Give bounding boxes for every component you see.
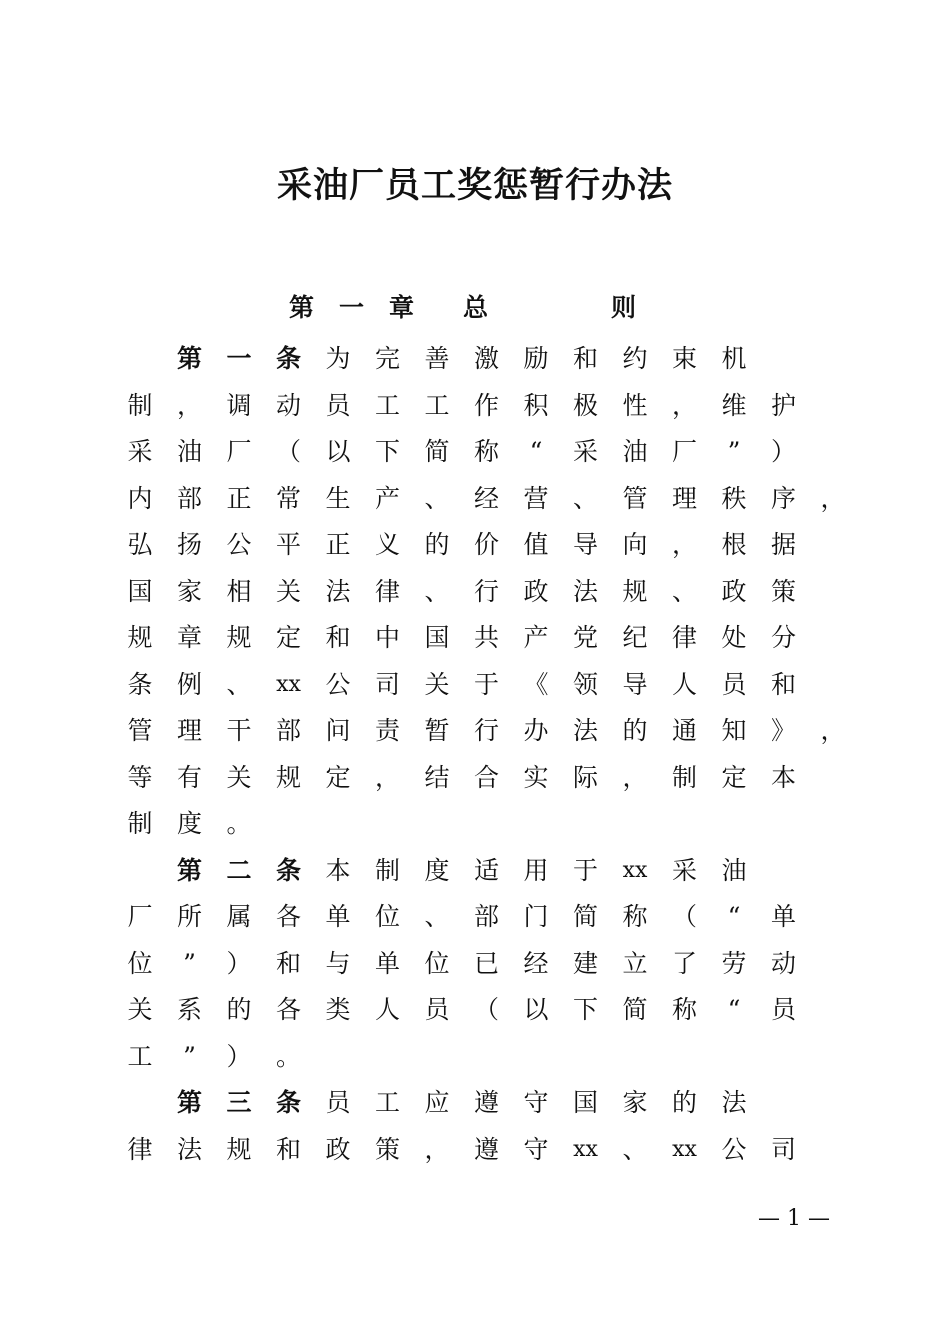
- article-label-char: 条: [275, 855, 301, 885]
- text-char: 、: [622, 1134, 648, 1164]
- text-char: 约: [622, 344, 648, 373]
- text-char: 关: [275, 576, 301, 606]
- text-char: 正: [325, 530, 351, 559]
- text-char: 与: [325, 948, 351, 978]
- text-char: 工: [374, 1088, 400, 1117]
- text-char: ，: [374, 762, 400, 792]
- text-char: 处: [721, 623, 747, 652]
- text-char: 的: [671, 1088, 697, 1117]
- article-label-char: 第: [176, 1088, 202, 1117]
- text-char: 理: [671, 483, 697, 513]
- text-char: “: [529, 437, 543, 466]
- text-char: 遵: [473, 1088, 499, 1117]
- text-char: ”: [727, 437, 741, 466]
- text-char: 的: [226, 995, 252, 1024]
- text-char: 工: [374, 390, 400, 420]
- text-char: 通: [671, 716, 697, 745]
- text-char: 单: [325, 902, 351, 931]
- text-char: 部: [176, 483, 202, 513]
- text-line: [0, 621, 950, 667]
- text-char: 策: [770, 576, 796, 606]
- text-char: 类: [325, 995, 351, 1024]
- text-char: 、: [424, 902, 450, 931]
- text-char: （: [473, 995, 499, 1024]
- text-line: [0, 528, 950, 574]
- text-char: 励: [523, 344, 549, 373]
- text-char: ”: [183, 1041, 196, 1071]
- text-char: 守: [523, 1088, 549, 1117]
- text-char: 采: [671, 855, 697, 885]
- text-char: 政: [721, 576, 747, 606]
- text-char: 单: [374, 948, 400, 978]
- text-char: 规: [226, 1134, 252, 1164]
- text-char: ）: [770, 437, 796, 466]
- text-char: ，: [176, 390, 202, 420]
- article-label-char: 第: [176, 855, 202, 885]
- text-char: 相: [226, 576, 252, 606]
- document-title: 采油厂员工奖惩暂行办法: [276, 165, 673, 206]
- text-char: 工: [424, 390, 450, 420]
- text-char: 下: [572, 995, 598, 1024]
- text-char: 规: [127, 623, 153, 652]
- text-char: 护: [770, 390, 796, 420]
- text-char: 本: [770, 762, 796, 792]
- article-label-char: 一: [226, 344, 252, 373]
- text-char: 员: [424, 995, 450, 1024]
- text-char: 制: [127, 390, 153, 420]
- text-char: 《: [523, 669, 549, 699]
- text-line: [0, 854, 950, 900]
- text-char: 以: [325, 437, 351, 466]
- text-char: 称: [671, 995, 697, 1024]
- text-char: 善: [424, 344, 450, 373]
- chapter-heading: [0, 288, 950, 328]
- text-char: 据: [770, 530, 796, 559]
- text-char: 政: [523, 576, 549, 606]
- text-char: 价: [473, 530, 499, 559]
- text-char: 法: [572, 716, 598, 745]
- text-char: 办: [523, 716, 549, 745]
- text-char: 关: [226, 762, 252, 792]
- text-char: 性: [622, 390, 648, 420]
- text-char: 扬: [176, 530, 202, 559]
- text-line: [0, 947, 950, 993]
- text-char: 责: [374, 716, 400, 745]
- text-char: 作: [473, 390, 499, 420]
- text-char: 油: [176, 437, 202, 466]
- text-char: 用: [523, 855, 549, 885]
- text-line: [0, 807, 950, 853]
- text-char: xx: [672, 1136, 697, 1162]
- text-char: 结: [424, 762, 450, 792]
- text-char: 厂: [127, 902, 153, 931]
- text-char: 工: [127, 1041, 153, 1071]
- text-char: 规: [226, 623, 252, 652]
- text-char: 行: [473, 576, 499, 606]
- text-char: 值: [523, 530, 549, 559]
- text-char: 党: [572, 623, 598, 652]
- text-char: 经: [473, 483, 499, 513]
- text-char: 动: [275, 390, 301, 420]
- text-char: ，: [820, 716, 846, 745]
- text-char: 公: [325, 669, 351, 699]
- text-char: 根: [721, 530, 747, 559]
- text-char: 律: [374, 576, 400, 606]
- text-char: ，: [424, 1134, 450, 1164]
- text-char: 门: [523, 902, 549, 931]
- text-char: 行: [473, 716, 499, 745]
- text-char: 下: [374, 437, 400, 466]
- text-char: 政: [325, 1134, 351, 1164]
- text-char: 位: [424, 948, 450, 978]
- text-char: 、: [424, 576, 450, 606]
- text-char: 制: [127, 809, 153, 838]
- chapter-heading-char: 章: [389, 293, 415, 322]
- text-char: 国: [127, 576, 153, 606]
- text-char: 遵: [473, 1134, 499, 1164]
- text-char: “: [727, 995, 741, 1024]
- text-char: 和: [275, 1134, 301, 1164]
- text-char: 和: [275, 948, 301, 978]
- text-char: xx: [276, 671, 301, 697]
- text-char: 适: [473, 855, 499, 885]
- text-char: 应: [424, 1088, 450, 1117]
- text-char: 机: [721, 344, 747, 373]
- article-label-char: 二: [226, 855, 252, 885]
- text-char: 管: [127, 716, 153, 745]
- text-char: “: [727, 902, 741, 931]
- text-char: 完: [374, 344, 400, 373]
- chapter-heading-char: 总: [463, 293, 489, 322]
- text-char: 调: [226, 390, 252, 420]
- text-char: 定: [275, 623, 301, 652]
- text-char: 分: [770, 623, 796, 652]
- text-char: ，: [671, 530, 697, 559]
- text-char: 导: [572, 530, 598, 559]
- text-char: 所: [176, 902, 202, 931]
- text-char: 劳: [721, 948, 747, 978]
- text-char: 国: [572, 1088, 598, 1117]
- text-char: 采: [572, 437, 598, 466]
- text-char: 律: [671, 623, 697, 652]
- chapter-heading-char: 则: [611, 293, 637, 322]
- text-char: 内: [127, 483, 153, 513]
- text-char: 正: [226, 483, 252, 513]
- text-char: 司: [374, 669, 400, 699]
- text-line: [0, 761, 950, 807]
- text-char: 激: [473, 344, 499, 373]
- article-label-char: 条: [275, 344, 301, 373]
- text-char: 建: [572, 948, 598, 978]
- text-char: 际: [572, 762, 598, 792]
- text-char: ，: [820, 483, 846, 513]
- text-char: 员: [770, 995, 796, 1024]
- text-char: 合: [473, 762, 499, 792]
- text-line: [0, 482, 950, 528]
- text-char: 定: [325, 762, 351, 792]
- text-char: 法: [721, 1088, 747, 1117]
- text-char: 司: [770, 1134, 796, 1164]
- text-char: 定: [721, 762, 747, 792]
- text-char: 家: [622, 1088, 648, 1117]
- text-char: ，: [671, 390, 697, 420]
- text-char: 干: [226, 716, 252, 745]
- text-line: [0, 1086, 950, 1132]
- text-char: 和: [770, 669, 796, 699]
- text-line: [0, 668, 950, 714]
- text-char: 法: [176, 1134, 202, 1164]
- text-char: 规: [622, 576, 648, 606]
- text-char: 平: [275, 530, 301, 559]
- text-char: 导: [622, 669, 648, 699]
- text-line: [0, 1133, 950, 1179]
- text-char: 油: [721, 855, 747, 885]
- text-char: 度: [424, 855, 450, 885]
- text-char: 简: [424, 437, 450, 466]
- text-char: 弘: [127, 530, 153, 559]
- text-char: 向: [622, 530, 648, 559]
- text-line: [0, 900, 950, 946]
- text-char: 律: [127, 1134, 153, 1164]
- text-char: 、: [671, 576, 697, 606]
- article-label-char: 三: [226, 1088, 252, 1117]
- text-char: 暂: [424, 716, 450, 745]
- text-char: 制: [671, 762, 697, 792]
- text-char: 了: [671, 948, 697, 978]
- text-char: 关: [424, 669, 450, 699]
- page-number: — 1 —: [758, 1206, 830, 1231]
- text-char: 采: [127, 437, 153, 466]
- text-char: 关: [127, 995, 153, 1024]
- text-char: 法: [325, 576, 351, 606]
- text-char: 义: [374, 530, 400, 559]
- text-char: 人: [374, 995, 400, 1024]
- text-char: 产: [523, 623, 549, 652]
- text-char: 积: [523, 390, 549, 420]
- text-char: 问: [325, 716, 351, 745]
- text-char: 各: [275, 902, 301, 931]
- text-char: 、: [424, 483, 450, 513]
- chapter-heading-char: 第: [289, 293, 315, 322]
- text-char: 部: [473, 902, 499, 931]
- text-char: 人: [671, 669, 697, 699]
- text-char: 简: [572, 902, 598, 931]
- text-char: 简: [622, 995, 648, 1024]
- text-char: 束: [671, 344, 697, 373]
- text-char: 的: [424, 530, 450, 559]
- text-char: 纪: [622, 623, 648, 652]
- text-char: 、: [572, 483, 598, 513]
- text-char: 为: [325, 344, 351, 373]
- article-label-char: 第: [176, 344, 202, 373]
- text-char: 序: [770, 483, 796, 513]
- text-char: 部: [275, 716, 301, 745]
- text-char: 动: [770, 948, 796, 978]
- text-char: 、: [226, 669, 252, 699]
- text-char: ，: [622, 762, 648, 792]
- text-char: ）: [226, 1041, 252, 1071]
- text-char: 中: [374, 623, 400, 652]
- text-char: 公: [226, 530, 252, 559]
- chapter-heading-char: 一: [339, 293, 365, 322]
- text-char: 系: [176, 995, 202, 1024]
- text-char: 知: [721, 716, 747, 745]
- text-char: 员: [325, 1088, 351, 1117]
- text-char: 员: [325, 390, 351, 420]
- text-char: 产: [374, 483, 400, 513]
- text-char: 位: [374, 902, 400, 931]
- text-char: 常: [275, 483, 301, 513]
- text-char: 条: [127, 669, 153, 699]
- text-char: 有: [176, 762, 202, 792]
- text-char: 法: [572, 576, 598, 606]
- text-char: 度: [176, 809, 202, 838]
- text-char: 厂: [671, 437, 697, 466]
- text-char: 本: [325, 855, 351, 885]
- text-char: 管: [622, 483, 648, 513]
- text-char: 极: [572, 390, 598, 420]
- text-char: ”: [183, 948, 196, 978]
- text-char: 理: [176, 716, 202, 745]
- text-char: 油: [622, 437, 648, 466]
- text-char: （: [671, 902, 697, 931]
- text-char: 例: [176, 669, 202, 699]
- text-char: 称: [622, 902, 648, 931]
- text-char: ）: [226, 948, 252, 978]
- text-char: 位: [127, 948, 153, 978]
- text-char: 领: [572, 669, 598, 699]
- text-line: [0, 435, 950, 481]
- text-char: 立: [622, 948, 648, 978]
- article-label-char: 条: [275, 1088, 301, 1117]
- text-char: 经: [523, 948, 549, 978]
- text-char: xx: [622, 857, 648, 883]
- text-char: （: [275, 437, 301, 466]
- text-char: 共: [473, 623, 499, 652]
- text-char: 守: [523, 1134, 549, 1164]
- text-char: 的: [622, 716, 648, 745]
- text-char: 各: [275, 995, 301, 1024]
- text-char: 。: [275, 1041, 301, 1071]
- text-char: 规: [275, 762, 301, 792]
- text-char: 于: [572, 855, 598, 885]
- text-char: 生: [325, 483, 351, 513]
- text-char: 策: [374, 1134, 400, 1164]
- text-char: 制: [374, 855, 400, 885]
- text-char: 和: [325, 623, 351, 652]
- text-line: [0, 575, 950, 621]
- text-line: [0, 389, 950, 435]
- text-char: 公: [721, 1134, 747, 1164]
- text-line: [0, 993, 950, 1039]
- text-char: 。: [226, 809, 252, 838]
- text-char: 属: [226, 902, 252, 931]
- text-char: 营: [523, 483, 549, 513]
- text-char: 维: [721, 390, 747, 420]
- text-char: 国: [424, 623, 450, 652]
- text-char: 已: [473, 948, 499, 978]
- text-char: 称: [473, 437, 499, 466]
- text-char: 以: [523, 995, 549, 1024]
- text-char: 家: [176, 576, 202, 606]
- text-char: 于: [473, 669, 499, 699]
- text-char: 和: [572, 344, 598, 373]
- text-line: [0, 714, 950, 760]
- text-line: [0, 1040, 950, 1086]
- text-char: 》: [770, 716, 796, 745]
- text-line: [0, 342, 950, 388]
- text-char: 单: [770, 902, 796, 931]
- text-char: 员: [721, 669, 747, 699]
- text-char: 章: [176, 623, 202, 652]
- text-char: 等: [127, 762, 153, 792]
- text-char: 秩: [721, 483, 747, 513]
- text-char: xx: [573, 1136, 598, 1162]
- text-char: 实: [523, 762, 549, 792]
- text-char: 厂: [226, 437, 252, 466]
